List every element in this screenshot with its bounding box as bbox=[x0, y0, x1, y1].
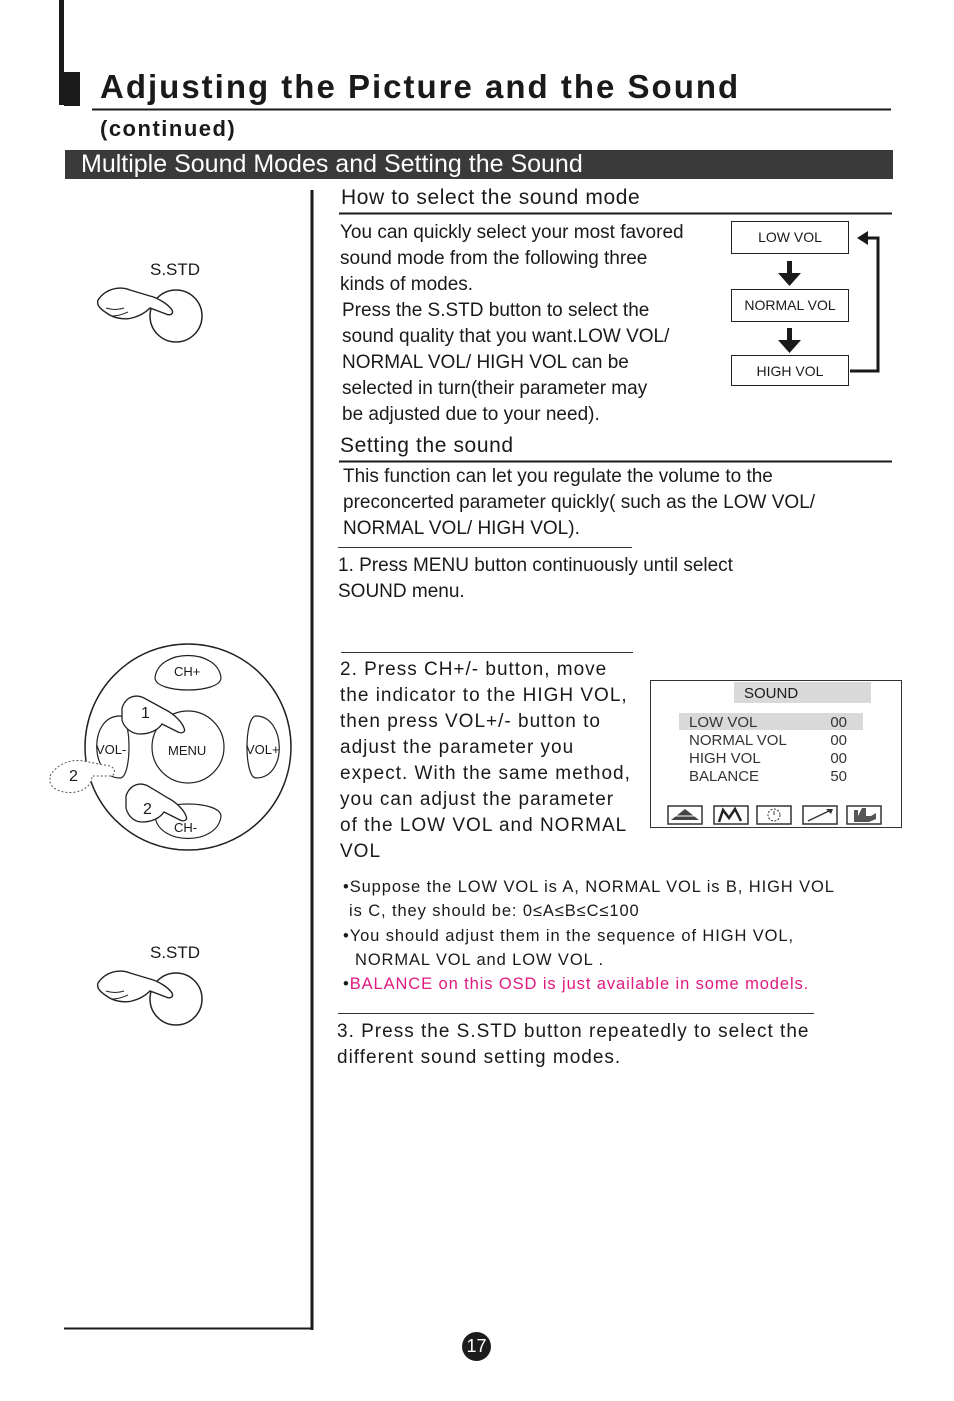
osd-sound-menu bbox=[650, 680, 902, 828]
text-line: 2. Press CH+/- button, move bbox=[340, 659, 608, 680]
text-line: selected in turn(their parameter may bbox=[342, 378, 648, 399]
menu-label: MENU bbox=[168, 743, 207, 758]
text-line: expect. With the same method, bbox=[340, 763, 631, 784]
osd-row-labels bbox=[689, 714, 787, 786]
sstd-button-illustration bbox=[90, 278, 220, 348]
sstd-button-icon bbox=[150, 973, 202, 1025]
osd-row-label: LOW VOL bbox=[689, 714, 758, 731]
flow-box-normal-vol: NORMAL VOL bbox=[731, 289, 849, 322]
text-line: sound quality that you want.LOW VOL/ bbox=[342, 326, 670, 347]
step-marker-2: 2 bbox=[143, 801, 152, 818]
osd-row-value: 00 bbox=[830, 714, 847, 731]
osd-row-label: NORMAL VOL bbox=[689, 732, 787, 749]
text-line: adjust the parameter you bbox=[340, 737, 575, 758]
text-line: the indicator to the HIGH VOL, bbox=[340, 685, 628, 706]
flow-box-high-vol: HIGH VOL bbox=[731, 355, 849, 386]
text-line: This function can let you regulate the volume to the bbox=[343, 466, 773, 487]
sstd-button-icon bbox=[150, 290, 202, 342]
setup-icon bbox=[803, 806, 837, 824]
sstd-label: S.STD bbox=[150, 943, 201, 962]
text-line: VOL bbox=[340, 841, 382, 862]
section-banner-text: Multiple Sound Modes and Setting the Sound bbox=[81, 150, 583, 178]
text-line: NORMAL VOL and LOW VOL . bbox=[355, 951, 605, 969]
text-line: You can quickly select your most favored bbox=[340, 222, 684, 243]
text-line: Press the S.STD button to select the bbox=[342, 300, 650, 321]
sstd-label: S.STD bbox=[150, 260, 201, 279]
return-arrow-icon bbox=[850, 231, 878, 371]
text-line: sound mode from the following three bbox=[340, 248, 648, 269]
text-line: 3. Press the S.STD button repeatedly to select the bbox=[337, 1021, 810, 1042]
note-3 bbox=[343, 972, 913, 996]
flow-box-low-vol: LOW VOL bbox=[731, 221, 849, 254]
bullet-icon: • bbox=[343, 927, 350, 945]
ch-minus-label: CH- bbox=[174, 820, 198, 835]
step-marker-1: 1 bbox=[141, 705, 150, 722]
osd-icon-bar bbox=[651, 804, 901, 826]
osd-row-values bbox=[825, 714, 847, 786]
picture-icon bbox=[668, 806, 702, 824]
note-1 bbox=[343, 875, 903, 923]
vol-plus-label: VOL+ bbox=[246, 742, 280, 757]
osd-row-value: 50 bbox=[830, 768, 847, 785]
osd-row-label: HIGH VOL bbox=[689, 750, 761, 767]
sstd-button-illustration bbox=[90, 961, 220, 1031]
down-arrow-icon bbox=[778, 261, 801, 286]
text-line: kinds of modes. bbox=[340, 274, 474, 295]
text-line: different sound setting modes. bbox=[337, 1047, 622, 1068]
text-line: BALANCE on this OSD is just available in some models. bbox=[349, 975, 810, 993]
down-arrow-icon bbox=[778, 328, 801, 353]
step-2 bbox=[340, 657, 652, 865]
text-line: NORMAL VOL/ HIGH VOL). bbox=[343, 518, 580, 539]
osd-row-value: 00 bbox=[830, 732, 847, 749]
vol-minus-label: VOL- bbox=[96, 742, 127, 757]
clock-icon bbox=[757, 806, 791, 824]
select-mode-heading: How to select the sound mode bbox=[341, 186, 641, 209]
text-line: NORMAL VOL/ HIGH VOL can be bbox=[342, 352, 629, 373]
osd-row-value: 00 bbox=[830, 750, 847, 767]
text-line: Suppose the LOW VOL is A, NORMAL VOL is B, HIGH VOL bbox=[349, 878, 835, 896]
page-title: Adjusting the Picture and the Sound bbox=[100, 68, 741, 105]
text-line: preconcerted parameter quickly( such as the LOW VOL/ bbox=[343, 492, 816, 513]
text-line: You should adjust them in the sequence of HIGH VOL, bbox=[349, 927, 794, 945]
text-line: then press VOL+/- button to bbox=[340, 711, 601, 732]
page-number: 17 bbox=[462, 1332, 491, 1361]
bullet-icon: • bbox=[343, 975, 350, 993]
osd-row-label: BALANCE bbox=[689, 768, 760, 785]
hand-icon bbox=[847, 806, 881, 824]
setting-sound-heading: Setting the sound bbox=[340, 434, 514, 457]
osd-title: SOUND bbox=[744, 685, 799, 702]
setting-sound-intro bbox=[343, 464, 888, 542]
note-2 bbox=[343, 924, 903, 972]
step-marker-2: 2 bbox=[69, 768, 78, 785]
text-line: be adjusted due to your need). bbox=[342, 404, 600, 425]
sound-icon bbox=[714, 806, 748, 824]
page-subtitle: (continued) bbox=[100, 116, 237, 141]
step-1 bbox=[338, 553, 808, 605]
text-line: you can adjust the parameter bbox=[340, 789, 615, 810]
step-3 bbox=[337, 1019, 897, 1071]
text-line: SOUND menu. bbox=[338, 581, 465, 602]
ch-plus-label: CH+ bbox=[174, 664, 201, 679]
bullet-icon: • bbox=[343, 878, 350, 896]
text-line: of the LOW VOL and NORMAL bbox=[340, 815, 628, 836]
text-line: is C, they should be: 0≤A≤B≤C≤100 bbox=[349, 902, 640, 920]
text-line: 1. Press MENU button continuously until select bbox=[338, 555, 733, 576]
